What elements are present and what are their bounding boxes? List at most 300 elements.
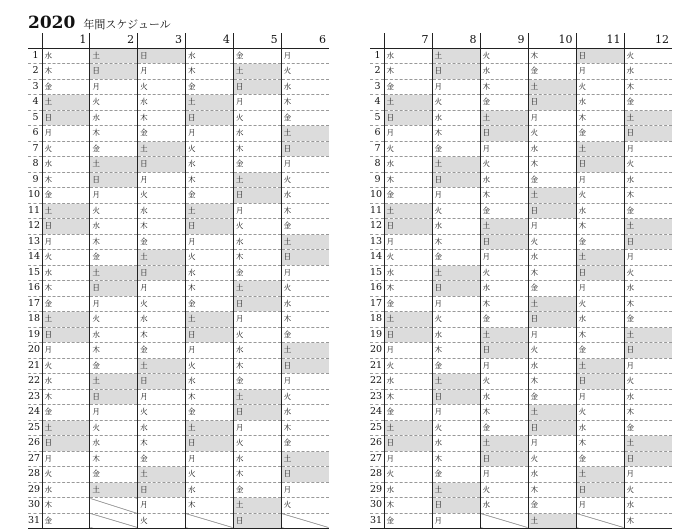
date-cell[interactable]: 火: [233, 219, 281, 235]
date-cell[interactable]: 土: [185, 420, 233, 436]
date-cell[interactable]: 日: [384, 219, 432, 235]
date-cell[interactable]: 土: [576, 141, 624, 157]
date-cell[interactable]: 月: [185, 234, 233, 250]
date-cell[interactable]: 月: [138, 172, 186, 188]
date-cell[interactable]: 日: [576, 265, 624, 281]
date-cell[interactable]: 月: [138, 64, 186, 80]
date-cell[interactable]: 火: [90, 203, 138, 219]
date-cell[interactable]: 火: [90, 95, 138, 111]
date-cell[interactable]: 火: [138, 405, 186, 421]
date-cell[interactable]: 月: [432, 296, 480, 312]
date-cell[interactable]: 土: [528, 79, 576, 95]
date-cell[interactable]: 水: [90, 436, 138, 452]
date-cell[interactable]: 水: [480, 389, 528, 405]
date-cell[interactable]: 金: [233, 374, 281, 390]
date-cell[interactable]: 日: [281, 141, 329, 157]
date-cell[interactable]: 木: [281, 420, 329, 436]
date-cell[interactable]: 日: [384, 436, 432, 452]
date-cell[interactable]: 月: [281, 482, 329, 498]
date-cell[interactable]: 土: [576, 358, 624, 374]
date-cell[interactable]: 火: [528, 234, 576, 250]
date-cell[interactable]: 土: [42, 312, 90, 328]
date-cell[interactable]: 金: [576, 451, 624, 467]
date-cell[interactable]: 火: [432, 312, 480, 328]
date-cell[interactable]: 木: [432, 451, 480, 467]
date-cell[interactable]: 土: [233, 281, 281, 297]
date-cell[interactable]: 土: [480, 436, 528, 452]
date-cell[interactable]: 金: [90, 250, 138, 266]
date-cell[interactable]: 月: [233, 420, 281, 436]
date-cell[interactable]: 月: [480, 250, 528, 266]
date-cell[interactable]: 火: [624, 374, 672, 390]
date-cell[interactable]: 日: [624, 451, 672, 467]
date-cell[interactable]: 火: [480, 48, 528, 64]
date-cell[interactable]: 土: [480, 327, 528, 343]
date-cell[interactable]: 木: [576, 436, 624, 452]
date-cell[interactable]: 日: [432, 172, 480, 188]
date-cell[interactable]: 水: [90, 110, 138, 126]
date-cell[interactable]: 木: [138, 436, 186, 452]
date-cell[interactable]: 月: [42, 126, 90, 142]
date-cell[interactable]: 土: [624, 110, 672, 126]
date-cell[interactable]: 水: [281, 79, 329, 95]
date-cell[interactable]: 金: [42, 405, 90, 421]
date-cell[interactable]: 水: [90, 219, 138, 235]
date-cell[interactable]: 金: [528, 498, 576, 514]
date-cell[interactable]: 月: [90, 405, 138, 421]
date-cell[interactable]: 日: [138, 482, 186, 498]
date-cell[interactable]: 土: [138, 358, 186, 374]
date-cell[interactable]: 火: [42, 250, 90, 266]
date-cell[interactable]: 日: [185, 327, 233, 343]
date-cell[interactable]: 日: [576, 374, 624, 390]
date-cell[interactable]: 火: [624, 157, 672, 173]
date-cell[interactable]: 木: [480, 188, 528, 204]
date-cell[interactable]: 木: [528, 48, 576, 64]
date-cell[interactable]: 水: [480, 498, 528, 514]
date-cell[interactable]: 月: [90, 79, 138, 95]
date-cell[interactable]: 火: [576, 296, 624, 312]
date-cell[interactable]: 木: [42, 281, 90, 297]
date-cell[interactable]: 火: [528, 343, 576, 359]
date-cell[interactable]: 土: [90, 157, 138, 173]
date-cell[interactable]: 日: [90, 64, 138, 80]
date-cell[interactable]: 水: [432, 110, 480, 126]
date-cell[interactable]: 金: [384, 405, 432, 421]
date-cell[interactable]: 水: [432, 436, 480, 452]
date-cell[interactable]: 水: [432, 327, 480, 343]
date-cell[interactable]: 水: [576, 312, 624, 328]
date-cell[interactable]: 日: [233, 188, 281, 204]
date-cell[interactable]: 木: [480, 79, 528, 95]
date-cell[interactable]: 木: [185, 172, 233, 188]
date-cell[interactable]: 土: [576, 250, 624, 266]
date-cell[interactable]: 金: [624, 420, 672, 436]
date-cell[interactable]: 日: [432, 281, 480, 297]
date-cell[interactable]: 金: [384, 79, 432, 95]
date-cell[interactable]: 日: [432, 498, 480, 514]
date-cell[interactable]: 木: [233, 250, 281, 266]
date-cell[interactable]: 金: [480, 312, 528, 328]
date-cell[interactable]: 水: [576, 203, 624, 219]
date-cell[interactable]: 金: [480, 203, 528, 219]
date-cell[interactable]: 金: [281, 436, 329, 452]
date-cell[interactable]: 木: [42, 172, 90, 188]
date-cell[interactable]: 土: [90, 482, 138, 498]
date-cell[interactable]: 月: [576, 389, 624, 405]
date-cell[interactable]: 水: [281, 405, 329, 421]
date-cell[interactable]: 水: [185, 482, 233, 498]
date-cell[interactable]: 木: [90, 234, 138, 250]
date-cell[interactable]: 木: [528, 374, 576, 390]
date-cell[interactable]: 火: [138, 513, 186, 529]
date-cell[interactable]: 木: [185, 498, 233, 514]
date-cell[interactable]: 月: [480, 358, 528, 374]
date-cell[interactable]: 水: [624, 498, 672, 514]
date-cell[interactable]: 火: [480, 265, 528, 281]
date-cell[interactable]: 木: [432, 126, 480, 142]
date-cell[interactable]: 月: [624, 141, 672, 157]
date-cell[interactable]: 水: [384, 265, 432, 281]
date-cell[interactable]: 木: [384, 281, 432, 297]
date-cell[interactable]: 金: [528, 64, 576, 80]
date-cell[interactable]: 火: [432, 203, 480, 219]
date-cell[interactable]: 金: [281, 219, 329, 235]
date-cell[interactable]: 金: [42, 513, 90, 529]
date-cell[interactable]: 月: [185, 451, 233, 467]
date-cell[interactable]: 水: [233, 343, 281, 359]
date-cell[interactable]: 金: [528, 281, 576, 297]
date-cell[interactable]: 火: [233, 110, 281, 126]
date-cell[interactable]: 金: [138, 126, 186, 142]
date-cell[interactable]: 木: [185, 281, 233, 297]
date-cell[interactable]: 火: [233, 436, 281, 452]
date-cell[interactable]: 火: [384, 141, 432, 157]
date-cell[interactable]: 日: [432, 64, 480, 80]
date-cell[interactable]: 金: [432, 467, 480, 483]
date-cell[interactable]: 土: [480, 219, 528, 235]
date-cell[interactable]: 土: [624, 436, 672, 452]
date-cell[interactable]: 日: [138, 157, 186, 173]
date-cell[interactable]: 水: [624, 281, 672, 297]
date-cell[interactable]: 木: [90, 451, 138, 467]
date-cell[interactable]: 月: [90, 296, 138, 312]
date-cell[interactable]: 土: [624, 219, 672, 235]
date-cell[interactable]: 水: [42, 48, 90, 64]
date-cell[interactable]: 月: [138, 498, 186, 514]
date-cell[interactable]: 日: [138, 265, 186, 281]
date-cell[interactable]: 火: [528, 126, 576, 142]
date-cell[interactable]: 土: [42, 420, 90, 436]
date-cell[interactable]: 金: [138, 343, 186, 359]
date-cell[interactable]: 月: [624, 250, 672, 266]
date-cell[interactable]: 火: [281, 281, 329, 297]
date-cell[interactable]: 火: [42, 141, 90, 157]
date-cell[interactable]: 水: [185, 265, 233, 281]
date-cell[interactable]: 水: [480, 64, 528, 80]
date-cell[interactable]: 月: [42, 234, 90, 250]
date-cell[interactable]: 金: [480, 420, 528, 436]
date-cell[interactable]: 月: [281, 265, 329, 281]
date-cell[interactable]: 日: [480, 343, 528, 359]
date-cell[interactable]: 火: [281, 172, 329, 188]
date-cell[interactable]: 金: [432, 250, 480, 266]
date-cell[interactable]: 日: [432, 389, 480, 405]
date-cell[interactable]: 日: [42, 219, 90, 235]
date-cell[interactable]: 土: [480, 110, 528, 126]
date-cell[interactable]: 木: [480, 405, 528, 421]
date-cell[interactable]: 月: [528, 436, 576, 452]
date-cell[interactable]: 水: [480, 281, 528, 297]
date-cell[interactable]: 水: [528, 358, 576, 374]
date-cell[interactable]: 日: [90, 281, 138, 297]
date-cell[interactable]: 月: [480, 467, 528, 483]
date-cell[interactable]: 木: [281, 95, 329, 111]
date-cell[interactable]: 月: [432, 79, 480, 95]
date-cell[interactable]: 水: [528, 141, 576, 157]
date-cell[interactable]: 金: [432, 358, 480, 374]
date-cell[interactable]: 土: [432, 482, 480, 498]
date-cell[interactable]: 木: [42, 64, 90, 80]
date-cell[interactable]: 水: [42, 374, 90, 390]
date-cell[interactable]: 月: [90, 188, 138, 204]
date-cell[interactable]: 金: [90, 358, 138, 374]
date-cell[interactable]: 土: [138, 141, 186, 157]
date-cell[interactable]: 火: [138, 188, 186, 204]
date-cell[interactable]: 土: [42, 203, 90, 219]
date-cell[interactable]: 土: [432, 265, 480, 281]
date-cell[interactable]: 土: [281, 451, 329, 467]
date-cell[interactable]: 日: [528, 312, 576, 328]
date-cell[interactable]: 土: [138, 250, 186, 266]
date-cell[interactable]: 火: [384, 467, 432, 483]
date-cell[interactable]: 月: [185, 343, 233, 359]
date-cell[interactable]: 日: [624, 234, 672, 250]
date-cell[interactable]: 水: [384, 48, 432, 64]
date-cell[interactable]: 水: [233, 234, 281, 250]
date-cell[interactable]: 日: [384, 327, 432, 343]
date-cell[interactable]: 金: [528, 172, 576, 188]
date-cell[interactable]: 日: [624, 126, 672, 142]
date-cell[interactable]: 水: [480, 172, 528, 188]
date-cell[interactable]: 土: [233, 172, 281, 188]
date-cell[interactable]: 火: [90, 312, 138, 328]
date-cell[interactable]: 木: [233, 141, 281, 157]
date-cell[interactable]: 金: [90, 467, 138, 483]
date-cell[interactable]: 水: [138, 312, 186, 328]
date-cell[interactable]: 木: [281, 312, 329, 328]
date-cell[interactable]: 火: [281, 64, 329, 80]
date-cell[interactable]: 月: [185, 126, 233, 142]
date-cell[interactable]: 土: [281, 126, 329, 142]
date-cell[interactable]: 日: [90, 389, 138, 405]
date-cell[interactable]: 月: [624, 358, 672, 374]
date-cell[interactable]: 月: [576, 498, 624, 514]
date-cell[interactable]: 木: [624, 405, 672, 421]
date-cell[interactable]: 日: [233, 296, 281, 312]
date-cell[interactable]: 日: [528, 95, 576, 111]
date-cell[interactable]: 日: [281, 358, 329, 374]
date-cell[interactable]: 月: [432, 405, 480, 421]
date-cell[interactable]: 火: [576, 79, 624, 95]
date-cell[interactable]: 土: [432, 157, 480, 173]
date-cell[interactable]: 木: [138, 219, 186, 235]
date-cell[interactable]: 月: [233, 95, 281, 111]
date-cell[interactable]: 金: [528, 389, 576, 405]
date-cell[interactable]: 月: [233, 312, 281, 328]
date-cell[interactable]: 火: [480, 374, 528, 390]
date-cell[interactable]: 水: [624, 172, 672, 188]
date-cell[interactable]: 土: [281, 343, 329, 359]
date-cell[interactable]: 日: [281, 250, 329, 266]
date-cell[interactable]: 火: [384, 358, 432, 374]
date-cell[interactable]: 月: [576, 281, 624, 297]
date-cell[interactable]: 木: [384, 498, 432, 514]
date-cell[interactable]: 木: [90, 343, 138, 359]
date-cell[interactable]: 日: [480, 451, 528, 467]
date-cell[interactable]: 木: [624, 188, 672, 204]
date-cell[interactable]: 木: [624, 513, 672, 529]
date-cell[interactable]: 水: [624, 64, 672, 80]
date-cell[interactable]: 日: [576, 48, 624, 64]
date-cell[interactable]: 水: [281, 188, 329, 204]
date-cell[interactable]: 水: [42, 482, 90, 498]
date-cell[interactable]: 月: [528, 110, 576, 126]
date-cell[interactable]: 水: [185, 157, 233, 173]
date-cell[interactable]: 火: [624, 265, 672, 281]
date-cell[interactable]: 水: [384, 157, 432, 173]
date-cell[interactable]: 金: [42, 188, 90, 204]
date-cell[interactable]: 木: [42, 389, 90, 405]
date-cell[interactable]: 土: [384, 312, 432, 328]
date-cell[interactable]: 金: [185, 405, 233, 421]
date-cell[interactable]: 金: [576, 343, 624, 359]
date-cell[interactable]: 日: [185, 219, 233, 235]
date-cell[interactable]: 水: [138, 203, 186, 219]
date-cell[interactable]: 金: [432, 141, 480, 157]
date-cell[interactable]: 水: [384, 374, 432, 390]
date-cell[interactable]: 火: [138, 296, 186, 312]
date-cell[interactable]: 金: [185, 79, 233, 95]
date-cell[interactable]: 金: [576, 126, 624, 142]
date-cell[interactable]: 水: [185, 48, 233, 64]
date-cell[interactable]: 月: [42, 343, 90, 359]
date-cell[interactable]: 日: [233, 513, 281, 529]
date-cell[interactable]: 土: [624, 327, 672, 343]
date-cell[interactable]: 金: [233, 482, 281, 498]
date-cell[interactable]: 金: [480, 95, 528, 111]
date-cell[interactable]: 木: [528, 157, 576, 173]
date-cell[interactable]: 木: [138, 110, 186, 126]
date-cell[interactable]: 月: [384, 343, 432, 359]
date-cell[interactable]: 金: [42, 79, 90, 95]
date-cell[interactable]: 金: [624, 203, 672, 219]
date-cell[interactable]: 日: [233, 405, 281, 421]
date-cell[interactable]: 日: [138, 374, 186, 390]
date-cell[interactable]: 水: [384, 482, 432, 498]
date-cell[interactable]: 日: [480, 126, 528, 142]
date-cell[interactable]: 月: [42, 451, 90, 467]
date-cell[interactable]: 土: [42, 95, 90, 111]
date-cell[interactable]: 月: [528, 219, 576, 235]
date-cell[interactable]: 土: [233, 389, 281, 405]
date-cell[interactable]: 土: [528, 296, 576, 312]
date-cell[interactable]: 水: [185, 374, 233, 390]
date-cell[interactable]: 火: [42, 358, 90, 374]
date-cell[interactable]: 火: [432, 95, 480, 111]
date-cell[interactable]: 日: [528, 420, 576, 436]
date-cell[interactable]: 土: [528, 405, 576, 421]
date-cell[interactable]: 木: [576, 327, 624, 343]
date-cell[interactable]: 月: [281, 157, 329, 173]
date-cell[interactable]: 火: [480, 482, 528, 498]
date-cell[interactable]: 金: [185, 188, 233, 204]
date-cell[interactable]: 木: [42, 498, 90, 514]
date-cell[interactable]: 火: [528, 451, 576, 467]
date-cell[interactable]: 金: [90, 141, 138, 157]
date-cell[interactable]: 金: [384, 188, 432, 204]
date-cell[interactable]: 日: [480, 234, 528, 250]
date-cell[interactable]: 金: [42, 296, 90, 312]
date-cell[interactable]: 土: [185, 203, 233, 219]
date-cell[interactable]: 木: [528, 482, 576, 498]
date-cell[interactable]: 火: [281, 389, 329, 405]
date-cell[interactable]: 土: [185, 95, 233, 111]
date-cell[interactable]: 火: [138, 79, 186, 95]
date-cell[interactable]: 日: [576, 157, 624, 173]
date-cell[interactable]: 木: [185, 389, 233, 405]
date-cell[interactable]: 日: [185, 436, 233, 452]
date-cell[interactable]: 木: [624, 79, 672, 95]
date-cell[interactable]: 木: [281, 203, 329, 219]
date-cell[interactable]: 土: [90, 265, 138, 281]
date-cell[interactable]: 水: [528, 250, 576, 266]
date-cell[interactable]: 火: [624, 482, 672, 498]
date-cell[interactable]: 木: [480, 296, 528, 312]
date-cell[interactable]: 火: [90, 420, 138, 436]
date-cell[interactable]: 金: [384, 513, 432, 529]
date-cell[interactable]: 木: [528, 265, 576, 281]
date-cell[interactable]: 月: [384, 234, 432, 250]
date-cell[interactable]: 木: [384, 172, 432, 188]
date-cell[interactable]: 日: [576, 482, 624, 498]
date-cell[interactable]: 木: [233, 467, 281, 483]
date-cell[interactable]: 日: [42, 436, 90, 452]
date-cell[interactable]: 水: [624, 389, 672, 405]
date-cell[interactable]: 火: [576, 188, 624, 204]
date-cell[interactable]: 火: [233, 327, 281, 343]
date-cell[interactable]: 木: [576, 219, 624, 235]
date-cell[interactable]: 土: [281, 234, 329, 250]
date-cell[interactable]: 月: [138, 281, 186, 297]
date-cell[interactable]: 金: [138, 234, 186, 250]
date-cell[interactable]: 月: [138, 389, 186, 405]
date-cell[interactable]: 木: [384, 64, 432, 80]
date-cell[interactable]: 月: [528, 327, 576, 343]
date-cell[interactable]: 月: [624, 467, 672, 483]
date-cell[interactable]: 日: [42, 110, 90, 126]
date-cell[interactable]: 土: [384, 420, 432, 436]
date-cell[interactable]: 日: [138, 48, 186, 64]
date-cell[interactable]: 水: [90, 327, 138, 343]
date-cell[interactable]: 木: [624, 296, 672, 312]
date-cell[interactable]: 金: [624, 312, 672, 328]
date-cell[interactable]: 火: [185, 250, 233, 266]
date-cell[interactable]: 金: [281, 110, 329, 126]
date-cell[interactable]: 月: [432, 513, 480, 529]
date-cell[interactable]: 土: [528, 513, 576, 529]
date-cell[interactable]: 金: [233, 265, 281, 281]
